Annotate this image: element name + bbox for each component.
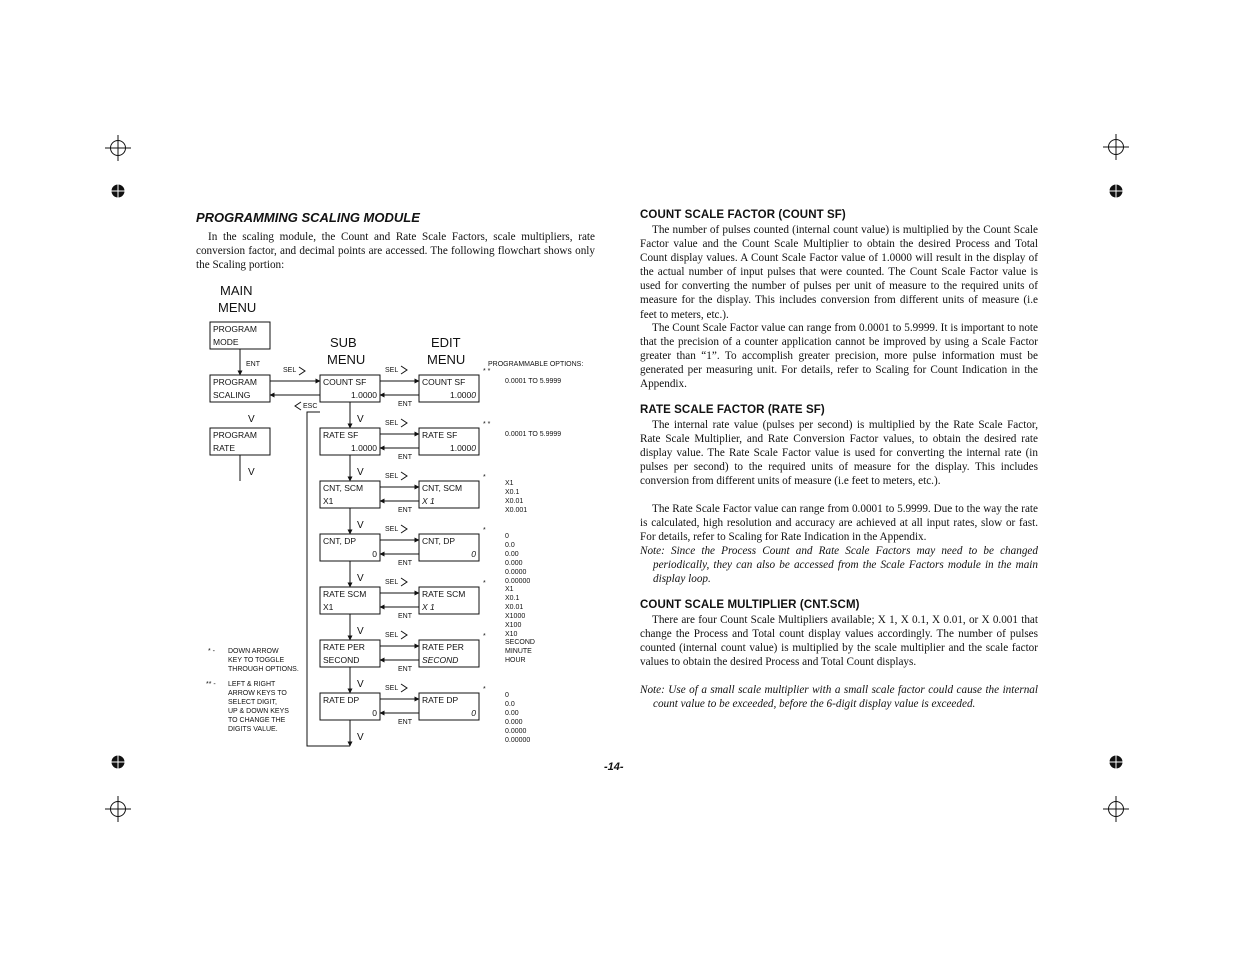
edit-box-value: SECOND [422,655,459,665]
option-value: X0.01 [505,604,524,611]
ent-label-main: ENT [246,361,260,368]
option-value: 0.000 [505,560,523,567]
legend-1a: DOWN ARROW [228,648,279,655]
option-value: X1000 [505,613,526,620]
edit-value-italic: 0 [471,390,476,400]
legend-2b: ARROW KEYS TO [228,690,287,697]
edit-box-label: COUNT SF [422,377,466,387]
legend-2f: DIGITS VALUE. [228,726,278,733]
ent-label: ENT [398,560,412,567]
page-number: -14- [604,761,624,773]
sel-chevron-icon [401,631,407,639]
programmable-options-label: PROGRAMMABLE OPTIONS: [488,361,584,368]
option-value: X0.1 [505,489,520,496]
option-value: X1 [505,480,514,487]
cnt-scm-note: Note: Use of a small scale multiplier with a small scale factor could cause the internal count value to be exceeded, before the 6-digit display value is exceeded. [640,684,1038,711]
ent-label: ENT [398,454,412,461]
option-mark: * [483,633,486,640]
edit-box-value: X 1 [422,602,435,612]
down-arrow-main-1: V [248,414,255,425]
edit-box-value: X 1 [422,496,435,506]
option-mark: * [483,474,486,481]
sub-box-value: SECOND [323,655,360,665]
option-mark: * * [483,368,491,375]
edit-box-value: 0 [471,549,476,559]
sel-chevron-icon [401,684,407,692]
sub-box-value: 1.0000 [351,390,377,400]
bullseye-mark-top-right [1108,183,1124,199]
sub-menu-label-1: SUB [330,335,357,350]
program-scaling-text-2: SCALING [213,390,251,400]
edit-box-value [450,390,476,400]
edit-menu-label-1: EDIT [431,335,461,350]
program-scaling-text-1: PROGRAM [213,377,257,387]
sub-box-label: RATE SCM [323,589,367,599]
option-value: 0 [505,692,509,699]
count-sf-paragraph-1: The number of pulses counted (internal count value) is multiplied by the Count Scale Factor value and the Count Scale Multiplier to obtain the desired Process and Total Count display values. A Count Scale Factor value of 1.0000 will result in the display of the actual number of input pulses that were counted. The Count Scale Factor value is used for converting the number of pulses per unit of measure to the required units of measure for the display. This includes conversion from different units of measure (i.e feet to meters, etc.). [640,224,1038,321]
down-arrow-v-icon: V [357,679,364,690]
option-value: SECOND [505,639,535,646]
edit-box-label: RATE DP [422,695,459,705]
sel-label: SEL [385,579,399,586]
sub-box-value: 1.0000 [351,443,377,453]
option-value: 0.00 [505,710,519,717]
sel-chevron-icon [401,366,407,374]
down-arrow-v-icon: V [357,573,364,584]
main-menu-label-2: MENU [218,300,257,315]
option-value: 0.0 [505,542,515,549]
program-rate-text-2: RATE [213,443,236,453]
sel-label: SEL [385,526,399,533]
legend-star-1: * - [208,648,215,655]
edit-box-label: CNT, DP [422,536,456,546]
crosshair-mark-bottom-left [105,796,131,822]
edit-box-label: RATE SCM [422,589,466,599]
option-value: 0.0000 [505,569,527,576]
option-value: 0.00000 [505,578,531,585]
sub-box-value: X1 [323,496,334,506]
count-sf-heading: COUNT SCALE FACTOR (COUNT SF) [640,209,846,221]
ent-label: ENT [398,719,412,726]
legend-1c: THROUGH OPTIONS. [228,666,299,673]
option-mark: * * [483,421,491,428]
esc-label: ESC [303,403,318,410]
edit-box-value: 0 [471,708,476,718]
option-value: X10 [505,631,518,638]
sel-label: SEL [385,632,399,639]
option-value: X100 [505,622,522,629]
sel-chevron-icon [401,419,407,427]
edit-box-label: RATE SF [422,430,458,440]
intro-paragraph: In the scaling module, the Count and Rate Scale Factors, scale multipliers, rate conversion factor, and decimal points are accessed. The following flowchart shows only the Scaling portion: [196,231,595,272]
sel-label-main: SEL [283,367,297,374]
edit-menu-label-2: MENU [427,352,466,367]
down-arrow-v-icon: V [357,467,364,478]
sel-label: SEL [385,685,399,692]
option-value: 0.00000 [505,737,531,744]
option-value: X0.001 [505,507,528,514]
option-value: X0.1 [505,595,520,602]
legend-2e: TO CHANGE THE [228,717,286,724]
rate-sf-heading: RATE SCALE FACTOR (RATE SF) [640,404,825,416]
legend-2c: SELECT DIGIT, [228,699,277,706]
down-arrow-v-icon: V [357,414,364,425]
ent-label: ENT [398,613,412,620]
option-value: 0.000 [505,719,523,726]
sub-box-value: 0 [372,708,377,718]
sel-chevron-icon [401,578,407,586]
option-value: 0.0001 TO 5.9999 [505,378,562,385]
option-value: X0.01 [505,498,524,505]
option-value: 0.0 [505,701,515,708]
sel-chevron-icon [401,472,407,480]
down-arrow-main-2: V [248,467,255,478]
main-menu-label-1: MAIN [220,283,253,298]
rate-sf-paragraph-2: The Rate Scale Factor value can range from 0.0001 to 5.9999. Due to the way the rate is calculated, high resolution and accuracy are achieved at all input rates, slow or fast. For details, refer to Scaling for Rate Indication in the Appendix. [640,503,1038,544]
sub-box-value: 0 [372,549,377,559]
down-arrow-v-icon: V [357,732,364,743]
option-mark: * [483,527,486,534]
option-mark: * [483,686,486,693]
sub-box-value: X1 [323,602,334,612]
sub-box-label: RATE DP [323,695,360,705]
ent-label: ENT [398,666,412,673]
legend-star-2: ** - [206,681,216,688]
legend-1b: KEY TO TOGGLE [228,657,285,664]
legend-2a: LEFT & RIGHT [228,681,276,688]
option-value: HOUR [505,657,526,664]
edit-box-label: CNT, SCM [422,483,463,493]
sub-box-label: CNT, SCM [323,483,364,493]
rate-sf-note: Note: Since the Process Count and Rate Scale Factors may need to be changed periodically, they can also be accessed from the Scale Factors module in the main display loop. [640,545,1038,586]
sel-label: SEL [385,473,399,480]
option-value: 0 [505,533,509,540]
option-mark: * [483,580,486,587]
sel-label: SEL [385,420,399,427]
program-rate-text-1: PROGRAM [213,430,257,440]
program-mode-text-1: PROGRAM [213,324,257,334]
option-value: X1 [505,586,514,593]
option-value: 0.00 [505,551,519,558]
crosshair-mark-top-right [1103,134,1129,160]
count-sf-paragraph-2: The Count Scale Factor value can range from 0.0001 to 5.9999. It is important to note that the precision of a counter application cannot be improved by using a Scale Factor greater than “1”. To accomplish greater precision, more pulse information must be generated per measuring unit. For details, refer to Scaling for Count Indication in the Appendix. [640,322,1038,391]
sub-box-label: COUNT SF [323,377,367,387]
ent-label: ENT [398,507,412,514]
cnt-scm-heading: COUNT SCALE MULTIPLIER (CNT.SCM) [640,599,860,611]
option-value: 0.0001 TO 5.9999 [505,431,562,438]
rate-sf-paragraph-1: The internal rate value (pulses per second) is multiplied by the Rate Scale Factor, Rate Scale Multiplier, and Rate Conversion Factor values, to obtain the desired rate display value. The Rate Scale Factor value is used for converting the internal rate (in pulses per second) to the required units of measure for the display. This includes conversion from different units of measure (i.e feet to meters, etc.). [640,419,1038,488]
sub-box-label: RATE SF [323,430,359,440]
down-arrow-v-icon: V [357,626,364,637]
cnt-scm-paragraph-1: There are four Count Scale Multipliers available; X 1, X 0.1, X 0.01, or X 0.001 that change the Process and Total count display values accordingly. The number of pulses counted (internal count value) is multiplied by the scale multiplier and the scale factor values to obtain the desired Process and Total Count displays. [640,614,1038,669]
legend-2d: UP & DOWN KEYS [228,708,289,715]
down-arrow-v-icon: V [357,520,364,531]
sel-chevron-icon [401,525,407,533]
option-value: MINUTE [505,648,532,655]
sel-label: SEL [385,367,399,374]
edit-value-plain: 1.000 [449,443,472,453]
sub-menu-label-2: MENU [327,352,366,367]
bullseye-mark-bottom-right [1108,754,1124,770]
scaling-flowchart [195,278,595,748]
bullseye-mark-top-left [110,183,126,199]
bullseye-mark-bottom-left [110,754,126,770]
edit-box-value [450,443,476,453]
option-value: 0.0000 [505,728,527,735]
sub-box-label: RATE PER [323,642,365,652]
ent-label: ENT [398,401,412,408]
edit-value-italic: 0 [471,443,476,453]
edit-box-label: RATE PER [422,642,464,652]
crosshair-mark-top-left [105,135,131,161]
crosshair-mark-bottom-right [1103,796,1129,822]
sub-box-label: CNT, DP [323,536,357,546]
program-mode-text-2: MODE [213,337,239,347]
edit-value-plain: 1.000 [449,390,472,400]
page-title: PROGRAMMING SCALING MODULE [196,210,420,225]
